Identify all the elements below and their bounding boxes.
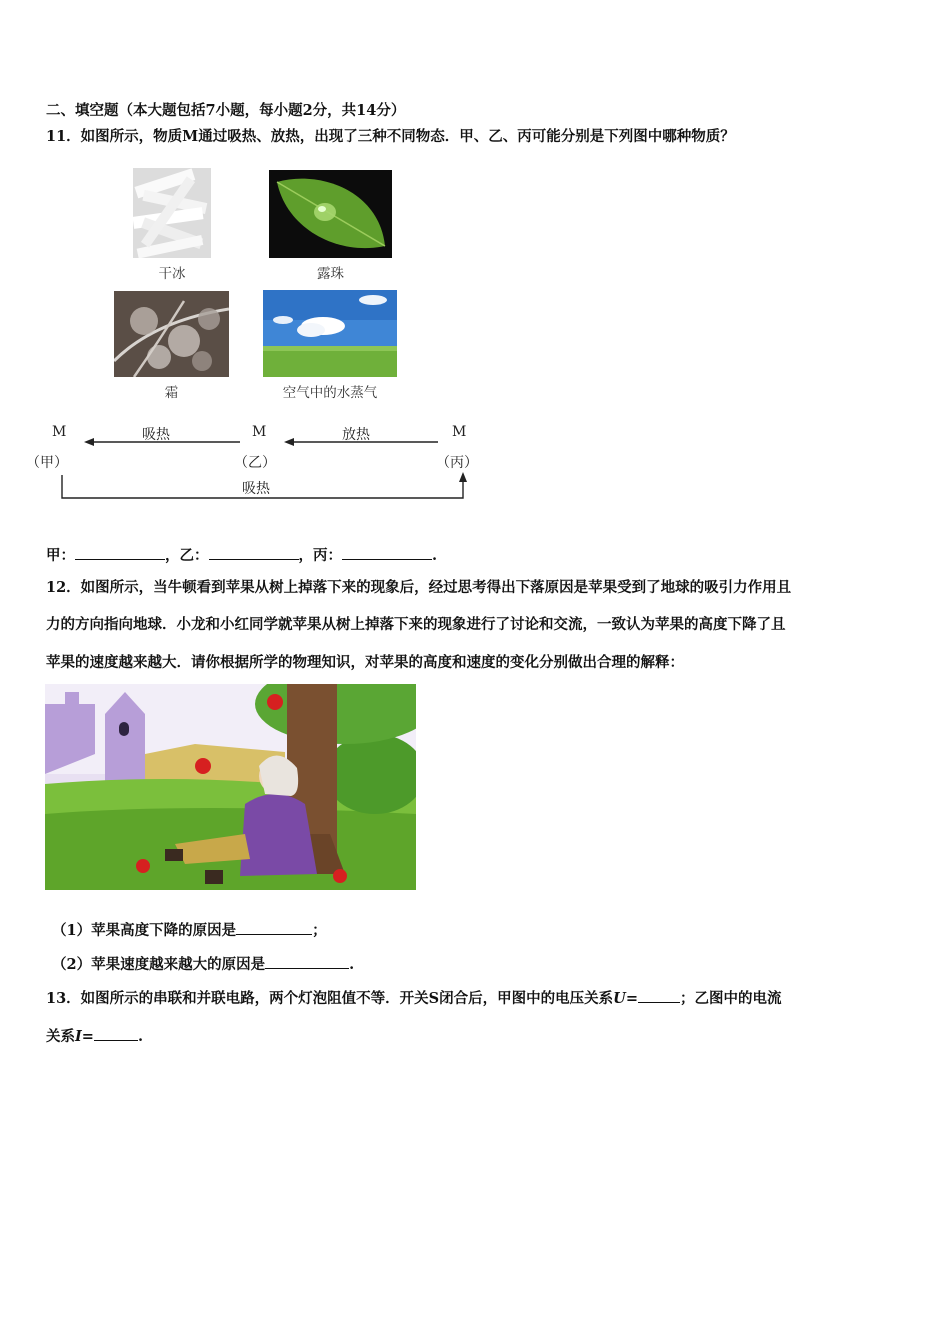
label-bing: ，丙： xyxy=(298,547,342,564)
label-end: . xyxy=(432,547,438,564)
frost-image xyxy=(114,291,229,377)
q13-equals-2: = xyxy=(81,1028,94,1045)
q13-line-2-text: 关系 xyxy=(46,1028,75,1045)
sky-field-image xyxy=(263,290,397,377)
question-12-line-3: 苹果的速度越来越大．请你根据所学的物理知识，对苹果的高度和速度的变化分别做出合理的解释： xyxy=(46,654,684,671)
q13-line-1-text: 13．如图所示的串联和并联电路，两个灯泡阻值不等．开关S闭合后，甲图中的电压关系 xyxy=(46,990,614,1007)
q12-sub-1-end: ； xyxy=(312,922,327,939)
diagram-m-mid: M xyxy=(252,424,267,440)
blank-jia[interactable] xyxy=(75,545,165,560)
arrow-label-release: 放热 xyxy=(342,427,370,443)
caption-dry-ice: 干冰 xyxy=(158,266,186,282)
blank-height-reason[interactable] xyxy=(236,920,312,935)
q12-sub-1 xyxy=(52,920,327,941)
var-u: U xyxy=(613,990,626,1007)
label-jia: 甲： xyxy=(46,547,75,564)
diagram-m-left: M xyxy=(52,424,67,440)
question-13-line-1 xyxy=(46,988,781,1009)
q12-sub-1-text: （1）苹果高度下降的原因是 xyxy=(52,922,237,939)
blank-voltage-relation[interactable] xyxy=(638,988,680,1003)
blank-yi[interactable] xyxy=(209,545,299,560)
question-11-text: 11．如图所示，物质M通过吸热、放热，出现了三种不同物态．甲、乙、丙可能分别是下列图中哪种物质？ xyxy=(46,128,735,145)
blank-bing[interactable] xyxy=(342,545,432,560)
question-13-line-2 xyxy=(46,1026,143,1047)
caption-dew: 露珠 xyxy=(317,266,344,282)
newton-apple-image xyxy=(45,684,416,890)
diagram-m-right: M xyxy=(452,424,467,440)
phase-diagram xyxy=(26,420,490,500)
question-12-line-1: 12．如图所示，当牛顿看到苹果从树上掉落下来的现象后，经过思考得出下落原因是苹果受到了地球的吸引力作用且 xyxy=(46,579,792,596)
blank-current-relation[interactable] xyxy=(94,1026,138,1041)
question-12-line-2: 力的方向指向地球．小龙和小红同学就苹果从树上掉落下来的现象进行了讨论和交流，一致认为苹果的高度下降了且 xyxy=(46,616,786,633)
q13-equals-1: = xyxy=(625,990,638,1007)
dry-ice-image xyxy=(133,168,211,258)
q12-sub-2 xyxy=(52,954,354,975)
blank-speed-reason[interactable] xyxy=(265,954,349,969)
q11-answer-line xyxy=(46,545,437,566)
section-heading: 二、填空题（本大题包括7小题，每小题2分，共14分） xyxy=(46,102,406,119)
arrow-label-absorb-2: 吸热 xyxy=(242,481,270,497)
var-i: I xyxy=(75,1028,82,1045)
label-yi: ，乙： xyxy=(165,547,209,564)
caption-frost: 霜 xyxy=(164,385,179,401)
q12-sub-2-text: （2）苹果速度越来越大的原因是 xyxy=(52,956,266,973)
diagram-state-yi: （乙） xyxy=(234,455,276,471)
q12-sub-2-end: . xyxy=(349,956,355,973)
diagram-state-jia: （甲） xyxy=(26,455,68,471)
caption-vapor: 空气中的水蒸气 xyxy=(282,385,378,401)
q13-line-2-end: . xyxy=(137,1028,144,1045)
q13-line-1-tail: ；乙图中的电流 xyxy=(679,990,782,1007)
arrow-label-absorb-1: 吸热 xyxy=(142,427,170,443)
diagram-state-bing: （丙） xyxy=(436,455,478,471)
dew-leaf-image xyxy=(269,170,392,258)
